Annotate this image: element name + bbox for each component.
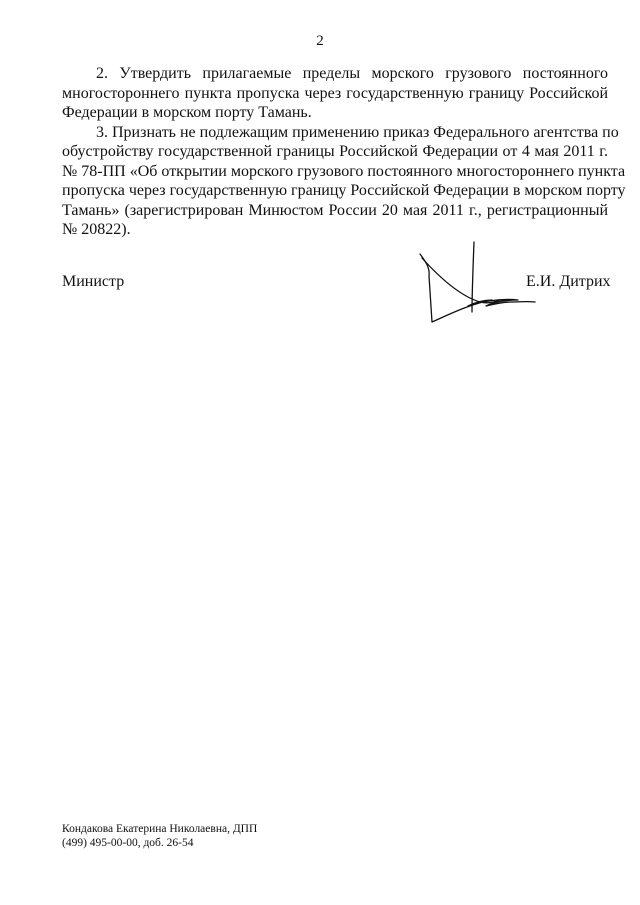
paragraph-2 — [62, 64, 608, 123]
text-line: № 20822). — [62, 221, 131, 238]
page-number: 2 — [316, 33, 324, 49]
text-line: 3. Признать не подлежащим применению приказ Федерального агентства по — [96, 123, 619, 141]
executor-footer — [62, 822, 257, 850]
handwritten-signature — [410, 238, 540, 328]
text-line: обустройству государственной границы Российской Федерации от 4 мая 2011 г. — [62, 143, 608, 160]
paragraph-3 — [62, 123, 626, 240]
document-body — [62, 64, 626, 240]
text-line: Тамань» (зарегистрирован Минюстом России 20 мая 2011 г., регистрационный — [62, 201, 608, 219]
executor-name: Кондакова Екатерина Николаевна, ДПП — [62, 823, 258, 835]
signatory-position: Министр — [62, 273, 125, 290]
signatory-name: Е.И. Дитрих — [526, 273, 611, 290]
text-line: Федерации в морском порту Тамань. — [62, 104, 312, 121]
text-line: 2. Утвердить прилагаемые пределы морского грузового постоянного — [96, 65, 608, 82]
text-line: пропуска через государственную границу Российской Федерации в морском порту — [62, 182, 626, 199]
text-line: № 78-ПП «Об открытии морского грузового постоянного многостороннего пункта — [62, 162, 626, 180]
text-line: многостороннего пункта пропуска через государственную границу Российской — [62, 84, 608, 102]
executor-phone: (499) 495-00-00, доб. 26-54 — [62, 837, 194, 849]
